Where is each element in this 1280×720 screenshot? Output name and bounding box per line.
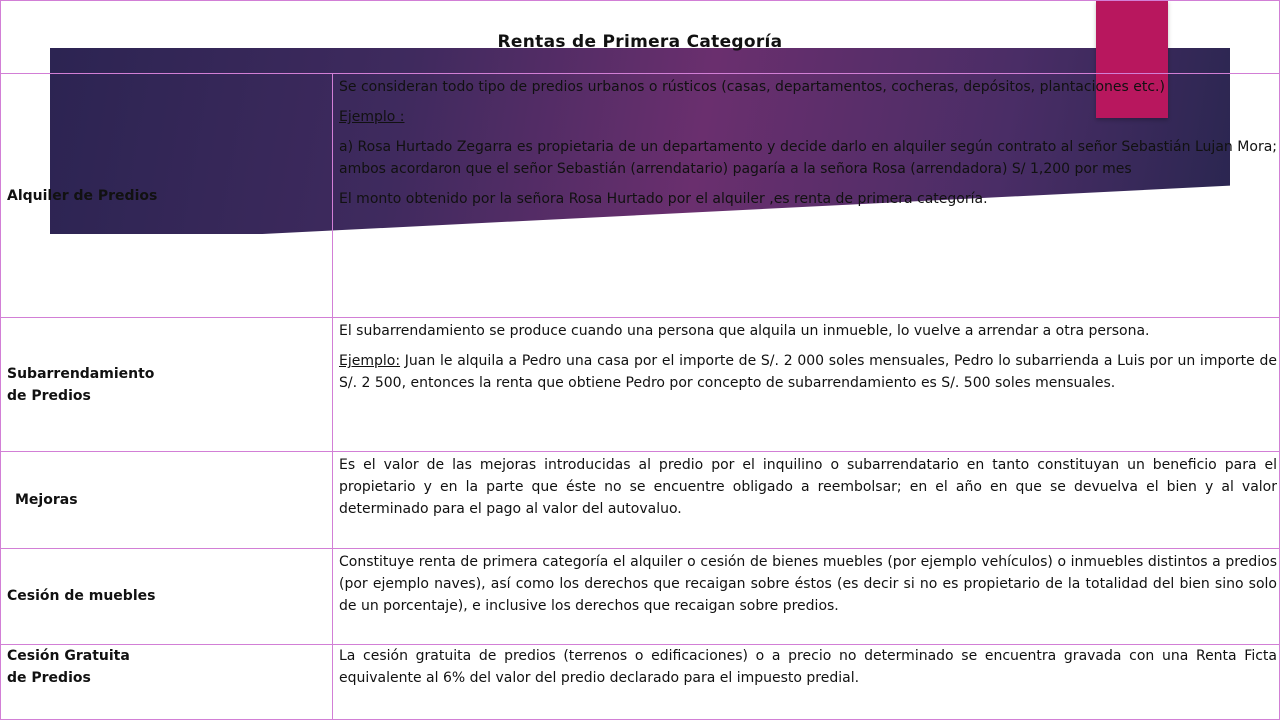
table-row [1,644,1280,719]
table-row [1,451,1280,548]
row-content-cell [333,451,1280,548]
row-paragraph: Constituye renta de primera categoría el alquiler o cesión de bienes muebles (por ejemplo vehículos) o inmuebles distintos a predios (por ejemplo naves), así como los derechos que recaigan sobre éstos (es decir si no es propietario de la totalidad del bien sino solo de un porcentaje), e inclusive los derechos que recaigan sobre predios. [339,553,1277,614]
row-label: Cesión Gratuita [7,647,130,664]
row-example [339,350,1277,394]
row-label: de Predios [7,669,91,686]
table-row [1,74,1280,318]
table-row [1,548,1280,644]
row-content-cell [333,644,1280,719]
row-label-cell [1,644,333,719]
row-paragraph: a) Rosa Hurtado Zegarra es propietaria de un departamento y decide darlo en alquiler según contrato al señor Sebastián Lujan Mora; ambos acordaron que el señor Sebastián (arrendatario) pagaría a la señora Rosa (arrendadora) S/ 1,200 por mes [339,139,1277,178]
row-label: Alquiler de Predios [7,187,158,204]
row-content-cell [333,318,1280,451]
row-label: Cesión de muebles [7,588,156,605]
page-title: Rentas de Primera Categoría [497,31,783,52]
example-heading: Ejemplo: [339,353,401,370]
table-row [1,318,1280,451]
row-label: Mejoras [15,491,78,508]
row-label-cell [1,318,333,451]
row-paragraph: Es el valor de las mejoras introducidas al predio por el inquilino o subarrendatario en tanto constituyan un beneficio para el propietario y en la parte que éste no se encuentre obligado a reembolsar; en el año en que se devuelva el bien y al valor determinado para el pago al valor del autovaluo. [339,456,1277,517]
row-paragraph: El subarrendamiento se produce cuando una persona que alquila un inmueble, lo vuelve a arrendar a otra persona. [339,323,1150,340]
row-label-cell [1,74,333,318]
row-label: Subarrendamiento [7,365,155,382]
row-label: de Predios [7,387,91,404]
row-paragraph: La cesión gratuita de predios (terrenos o edificaciones) o a precio no determinado se encuentra gravada con una Renta Ficta equivalente al 6% del valor del predio declarado para el impuesto predial. [339,647,1277,686]
row-label-cell [1,548,333,644]
row-label-cell [1,451,333,548]
row-paragraph: El monto obtenido por la señora Rosa Hurtado por el alquiler ,es renta de primera categoría. [339,191,988,208]
row-content-cell [333,548,1280,644]
example-text: Juan le alquila a Pedro una casa por el importe de S/. 2 000 soles mensuales, Pedro lo subarrienda a Luis por un importe de S/. 2 500, entonces la renta que obtiene Pedro por concepto de subarrendamiento es S/. 500 soles mensuales. [339,353,1277,392]
row-paragraph: Se consideran todo tipo de predios urbanos o rústicos (casas, departamentos, cocheras, depósitos, plantaciones etc.) [339,79,1165,96]
row-content-cell [333,74,1280,318]
table-title-cell [1,1,1280,74]
table-title-row [1,1,1280,74]
example-heading: Ejemplo : [339,109,405,126]
